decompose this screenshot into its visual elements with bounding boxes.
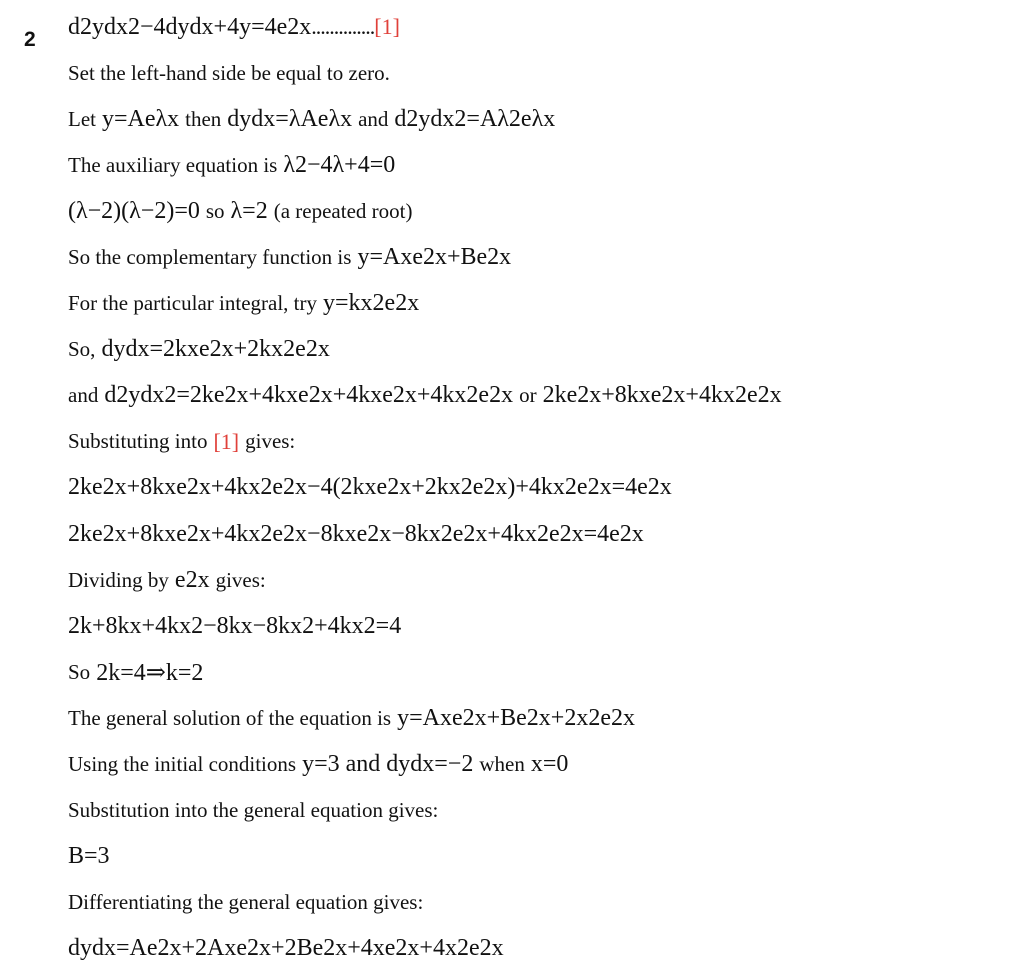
text: when <box>479 752 525 777</box>
text: The auxiliary equation is <box>68 152 278 177</box>
line-particular-integral <box>68 281 1018 327</box>
line-roots <box>68 188 1018 234</box>
leader-dots: .............. <box>311 14 375 40</box>
math: 2k+8kx+4kx2−8kx−8kx2+4kx2=4 <box>68 612 402 639</box>
math: y=Aeλx <box>101 105 180 132</box>
text: For the particular integral, try <box>68 291 317 316</box>
line-general-derivative <box>68 926 1018 972</box>
text: gives: <box>245 429 296 454</box>
text: Let <box>68 106 96 131</box>
text: Substituting into <box>68 429 208 454</box>
line-second-derivative <box>68 373 1018 419</box>
line-general-solution <box>68 695 1018 741</box>
text: Differentiating the general equation gives: <box>68 890 424 915</box>
line-initial-conditions <box>68 742 1018 788</box>
question-number: 2 <box>24 28 36 51</box>
equation-reference-link[interactable]: [1] <box>213 428 240 454</box>
math: y=3 and dydx=−2 <box>302 751 474 778</box>
text: Set the left-hand side be equal to zero. <box>68 60 390 85</box>
math: x=0 <box>530 751 569 778</box>
math: dydx=Ae2x+2Axe2x+2Be2x+4xe2x+4x2e2x <box>68 935 504 962</box>
text: So the complementary function is <box>68 245 352 270</box>
text: The general solution of the equation is <box>68 705 392 730</box>
line-divided-result <box>68 603 1018 649</box>
math: λ2−4λ+4=0 <box>283 151 396 178</box>
text: gives: <box>215 567 266 592</box>
line-k-value <box>68 649 1018 695</box>
math: 2ke2x+8kxe2x+4kx2e2x−4(2kxe2x+2kx2e2x)+4kx2e2x=4e2x <box>68 474 672 501</box>
line-let-y <box>68 96 1018 142</box>
math: y=Axe2x+Be2x+2x2e2x <box>397 704 635 731</box>
math: (λ−2)(λ−2)=0 <box>68 197 200 224</box>
text: so <box>205 198 225 223</box>
line-substituting <box>68 419 1018 465</box>
math: y=Axe2x+Be2x <box>357 244 512 271</box>
math: λ=2 <box>230 197 268 224</box>
text: So <box>68 659 91 684</box>
line-auxiliary-equation <box>68 142 1018 188</box>
math: B=3 <box>68 843 110 870</box>
math: 2ke2x+8kxe2x+4kx2e2x <box>542 382 782 409</box>
line-complementary-function <box>68 234 1018 280</box>
line-b-value <box>68 834 1018 880</box>
text: Using the initial conditions <box>68 752 297 777</box>
text: or <box>519 383 537 408</box>
line-given-equation <box>68 4 1018 50</box>
math: d2ydx2=Aλ2eλx <box>394 105 556 132</box>
text: So, <box>68 337 96 362</box>
text: and <box>68 383 99 408</box>
math: d2ydx2=2ke2x+4kxe2x+4kxe2x+4kx2e2x <box>104 382 514 409</box>
math: y=kx2e2x <box>323 290 420 317</box>
math: e2x <box>174 566 210 593</box>
equation-reference: [1] <box>374 14 400 40</box>
text: and <box>358 106 389 131</box>
math: 2k=4⇒k=2 <box>96 659 204 686</box>
text: Dividing by <box>68 567 169 592</box>
math: dydx=2kxe2x+2kx2e2x <box>101 336 330 363</box>
text: then <box>185 106 222 131</box>
line-first-derivative <box>68 327 1018 373</box>
math: dydx=λAeλx <box>227 105 353 132</box>
line-differentiating <box>68 880 1018 926</box>
given-equation: d2ydx2−4dydx+4y=4e2x <box>68 13 312 40</box>
text: Substitution into the general equation gives: <box>68 798 439 823</box>
line-dividing <box>68 557 1018 603</box>
line-substitution-2 <box>68 511 1018 557</box>
line-substitution-1 <box>68 465 1018 511</box>
solution-body <box>68 4 1018 972</box>
line-set-lhs-zero <box>68 50 1018 96</box>
line-substitution-general <box>68 788 1018 834</box>
math: 2ke2x+8kxe2x+4kx2e2x−8kxe2x−8kx2e2x+4kx2e2x=4e2x <box>68 520 644 547</box>
text: (a repeated root) <box>273 198 413 223</box>
